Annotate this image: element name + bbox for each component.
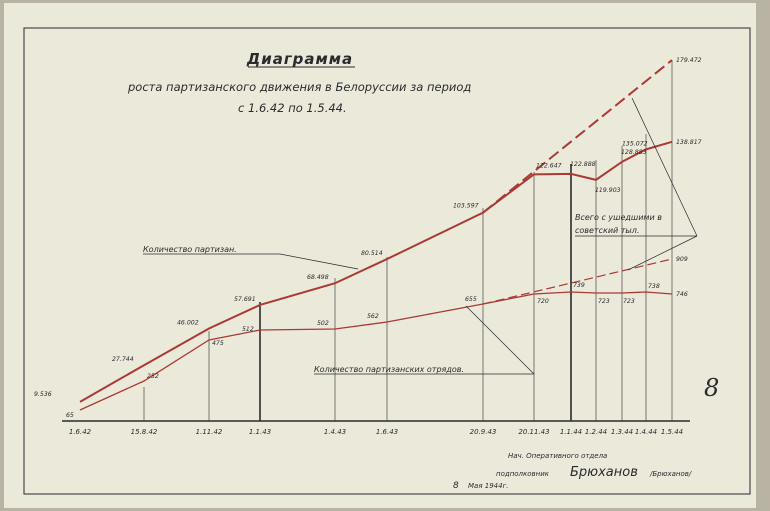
data-label-partisans: 46.002 [177, 319, 199, 327]
data-label-partisans: 80.514 [361, 250, 383, 258]
page-number-mark: 8 [704, 374, 720, 402]
data-label-partisans: 27.744 [112, 356, 134, 364]
data-label-detachments: 723 [623, 298, 635, 305]
annotation-partisans: Количество партизан. [143, 245, 237, 254]
x-tick-label: 1.1.43 [248, 428, 272, 436]
data-label-partisans: 122.888 [570, 160, 596, 168]
x-tick-label: 20.11.43 [518, 428, 550, 436]
chart-title: Диаграмма [246, 50, 354, 68]
data-label-detachments: 562 [367, 313, 379, 320]
data-label-partisans: 9.536 [34, 390, 52, 398]
data-label-detachments: 65 [66, 412, 74, 419]
signature: Брюханов [570, 465, 638, 480]
footer-position: Нач. Оперативного отдела [508, 452, 608, 460]
data-label-partisans: 119.903 [595, 186, 621, 194]
annotation-total-2: советский тыл. [575, 226, 640, 235]
annotation-detachments: Количество партизанских отрядов. [314, 365, 465, 374]
chart-subtitle-1: роста партизанского движения в Белоруссии за период [128, 80, 472, 94]
data-label-detachments: 475 [212, 340, 224, 347]
data-label-partisans: 68.498 [307, 274, 329, 282]
x-tick-label: 15.8.42 [130, 428, 158, 436]
data-label-detachments: 252 [147, 373, 159, 380]
data-label-detachments: 512 [242, 326, 254, 333]
x-tick-label: 1.6.42 [68, 428, 92, 436]
footer-name: /Брюханов/ [650, 470, 692, 478]
x-tick-label: 1.6.43 [375, 428, 399, 436]
chart-subtitle-2: с 1.6.42 по 1.5.44. [238, 101, 347, 115]
x-tick-label: 1.4.44 [634, 428, 658, 436]
data-label-detachments: 723 [598, 298, 610, 305]
footer-date-day: 8 [453, 481, 459, 491]
x-tick-label: 20.9.43 [469, 428, 497, 436]
data-label-partisans: 57.691 [234, 295, 256, 303]
data-label-partisans: 103.597 [453, 202, 479, 210]
data-label-detachments: 746 [676, 291, 688, 298]
x-tick-label: 1.11.42 [195, 428, 223, 436]
footer-rank: подполковник [496, 470, 550, 478]
x-tick-label: 1.2.44 [584, 428, 608, 436]
data-label-detachments: 739 [573, 282, 585, 289]
data-label-detachments: 502 [317, 320, 329, 327]
x-tick-label: 1.1.44 [559, 428, 583, 436]
footer-date: Мая 1944г. [468, 482, 509, 490]
x-tick-label: 1.4.43 [323, 428, 347, 436]
data-label-detachments: 738 [648, 283, 660, 290]
data-label-partisans: 138.817 [676, 138, 702, 146]
annotation-total-1: Всего с ушедшими в [575, 213, 662, 222]
data-label-detachments: 655 [465, 296, 477, 303]
data-label-detachments: 720 [537, 298, 549, 305]
data-label-total-partisans: 179.472 [676, 57, 702, 65]
data-label-partisans: 135.072 [622, 140, 648, 148]
data-label-partisans: 128.883 [621, 148, 647, 156]
data-label-total-detachments: 909 [676, 256, 688, 263]
data-label-partisans: 122.647 [536, 162, 562, 170]
x-tick-label: 1.5.44 [660, 428, 684, 436]
x-tick-label: 1.3.44 [610, 428, 634, 436]
